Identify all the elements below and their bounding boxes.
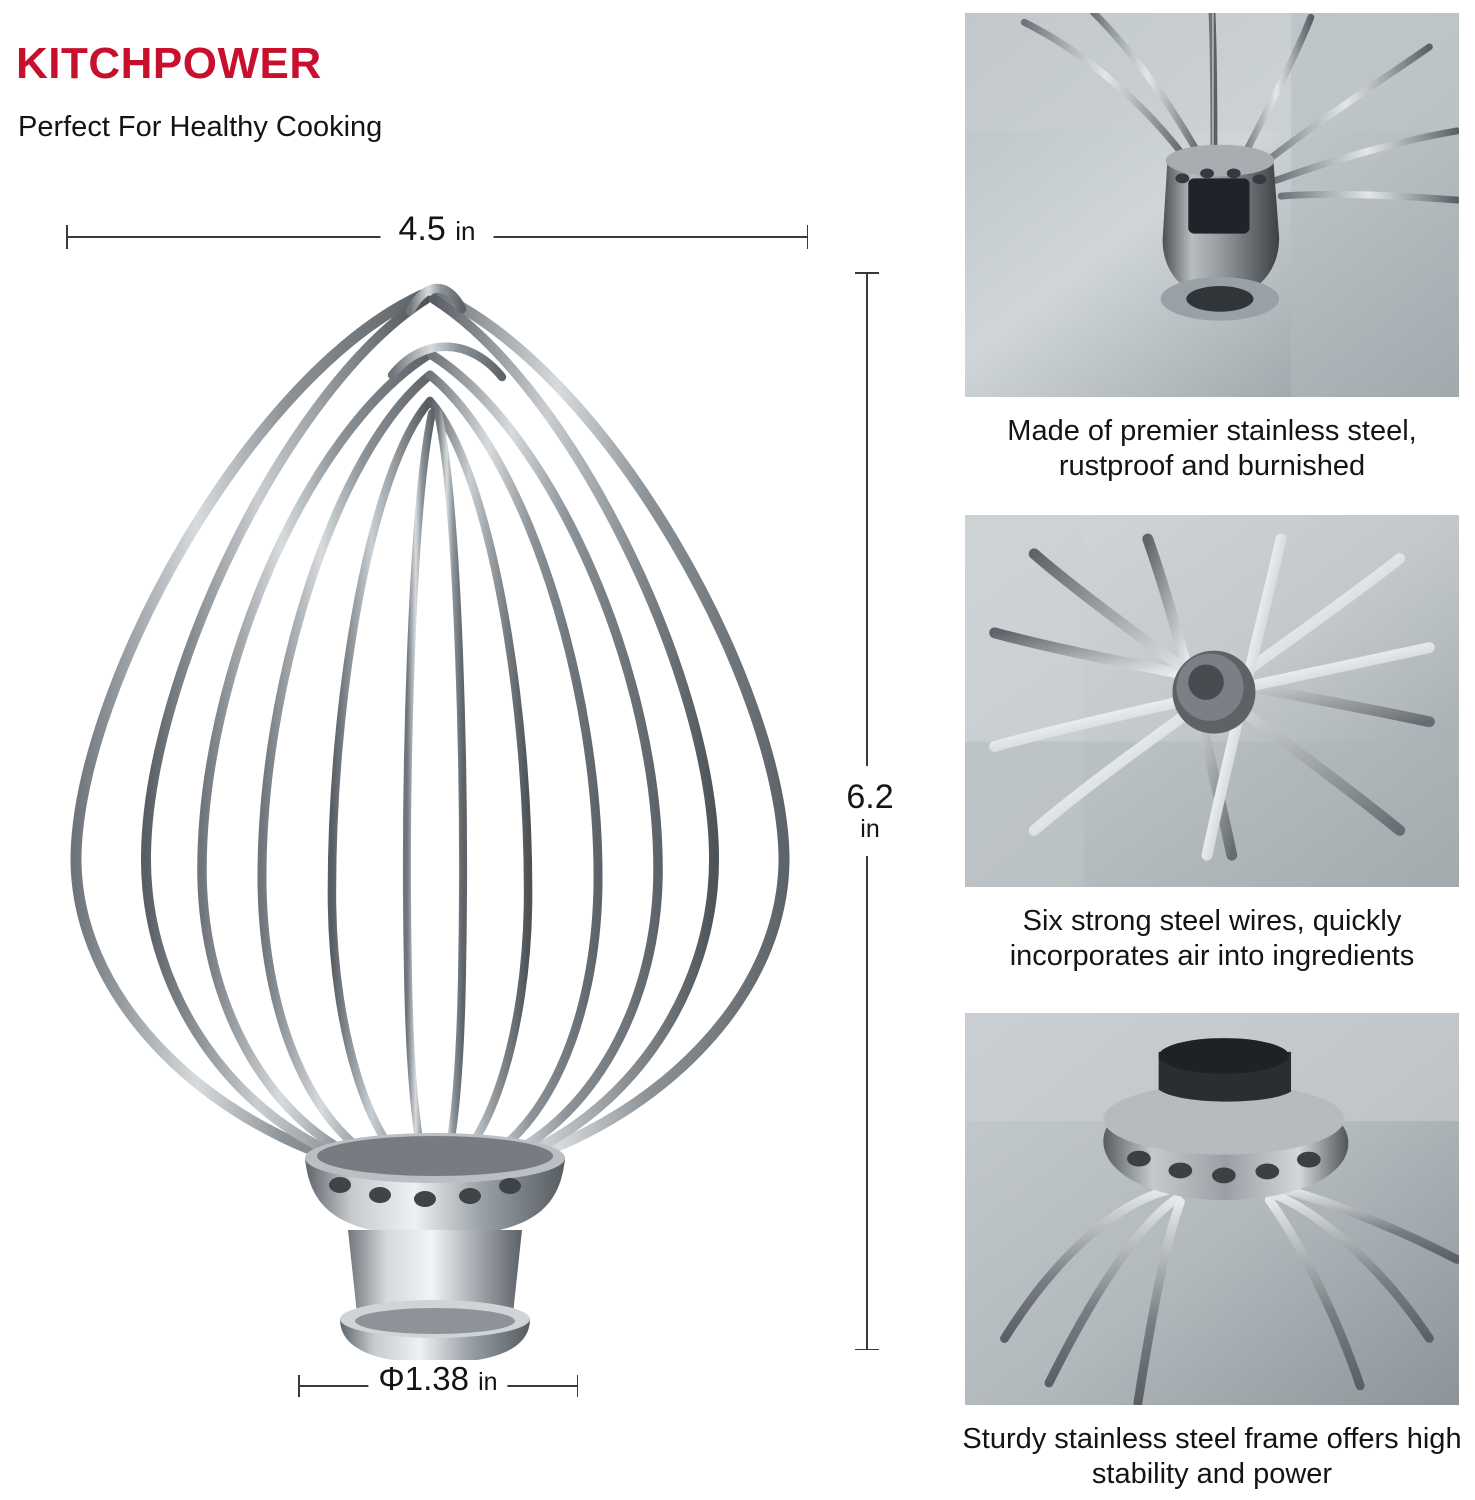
- dimension-width-label: [381, 210, 494, 249]
- dimension-height: [846, 272, 894, 1350]
- dimension-height-cap-bottom: [855, 1349, 879, 1351]
- dimension-shaft-label: [368, 1360, 507, 1398]
- brand-name: KITCHPOWER: [16, 39, 322, 88]
- brand-tagline: Perfect For Healthy Cooking: [18, 111, 383, 143]
- dimension-width-unit: in: [455, 216, 476, 246]
- dimension-width: [66, 210, 808, 248]
- dimension-width-cap-right: [807, 225, 809, 249]
- feature-caption-2: Six strong steel wires, quickly incorporates air into ingredients: [1009, 905, 1415, 973]
- dimension-height-label: [842, 766, 898, 856]
- whisk-collar-closeup-photo: [962, 10, 1462, 400]
- dimension-shaft-unit: in: [478, 1368, 498, 1396]
- dimension-width-value: 4.5: [398, 210, 446, 248]
- dimension-width-cap-left: [66, 225, 68, 249]
- feature-caption-1: Made of premier stainless steel, rustproof and burnished: [1007, 415, 1417, 483]
- dimension-height-cap-top: [855, 272, 879, 274]
- dimension-height-unit: in: [860, 814, 880, 843]
- whisk-wires-topdown-photo: [962, 512, 1462, 890]
- feature-card-3: [962, 1010, 1462, 1493]
- right-feature-panel: [940, 0, 1475, 1500]
- whisk-frame-hub-photo: [962, 1010, 1462, 1408]
- dimension-shaft-value: Φ1.38: [378, 1360, 469, 1397]
- whisk-product-image: [40, 255, 840, 1365]
- dimension-shaft-diameter: [298, 1360, 578, 1397]
- dimension-shaft-cap-left: [298, 1375, 300, 1397]
- dimension-shaft-cap-right: [577, 1375, 579, 1397]
- feature-caption-3: Sturdy stainless steel frame offers high stability and power: [962, 1423, 1462, 1491]
- feature-card-1: [962, 10, 1462, 485]
- feature-card-2: [962, 512, 1462, 975]
- dimension-height-value: 6.2: [846, 778, 894, 817]
